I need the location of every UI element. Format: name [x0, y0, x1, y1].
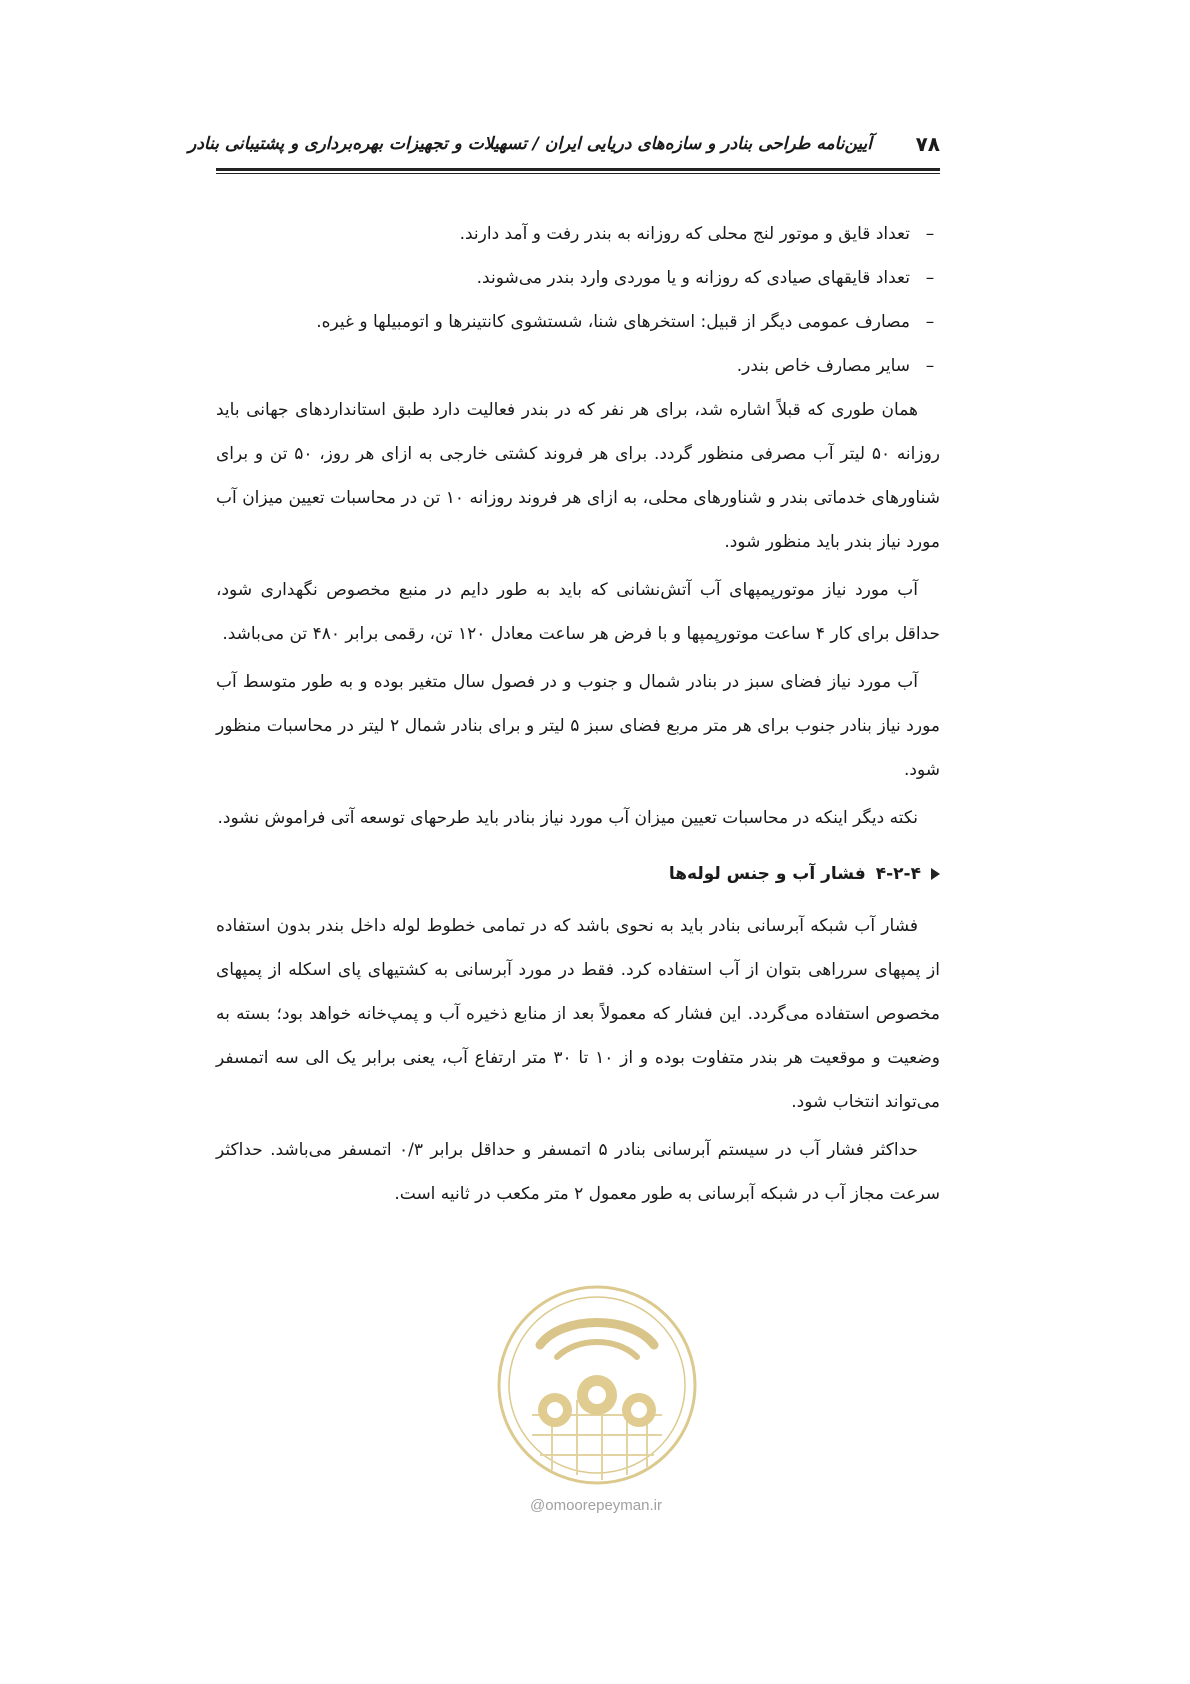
- list-item: – مصارف عمومی دیگر از قبیل: استخرهای شنا، شستشوی کانتینرها و اتومبیلها و غیره.: [216, 300, 940, 344]
- body-text: [216, 212, 940, 1216]
- seal-logo-icon: [482, 1275, 712, 1495]
- header-rule: [216, 168, 940, 174]
- section-title: فشار آب و جنس لوله‌ها: [668, 864, 866, 884]
- watermark-seal: [482, 1275, 712, 1495]
- paragraph: فشار آب شبکه آبرسانی بنادر باید به نحوی باشد که در تمامی خطوط لوله داخل بندر بدون استفاده از پمپهای سرراهی بتوان از آب استفاده کرد. فقط در مورد آبرسانی به کشتیهای پای اسکله از پمپهای مخصوص استفاده می‌گردد. این فشار که معمولاً بعد از منابع ذخیره آب و پمپ‌خانه خواهد بود؛ بسته به وضعیت و موقعیت هر بندر متفاوت بوده و از ۱۰ تا ۳۰ متر ارتفاع آب، یعنی برابر یک الی سه اتمسفر می‌تواند انتخاب شود.: [216, 916, 940, 1112]
- page-header: [188, 122, 940, 172]
- paragraph: حداکثر فشار آب در سیستم آبرسانی بنادر ۵ اتمسفر و حداقل برابر ۰/۳ اتمسفر می‌باشد. حداکثر سرعت مجاز آب در شبکه آبرسانی به طور معمول ۲ متر مکعب در ثانیه است.: [216, 1140, 940, 1204]
- bullet-list: [216, 212, 940, 388]
- page-number: ۷۸: [915, 132, 940, 156]
- dash-icon: –: [925, 312, 935, 332]
- list-item: – سایر مصارف خاص بندر.: [216, 344, 940, 388]
- triangle-bullet-icon: [931, 868, 940, 880]
- paragraph: آب مورد نیاز فضای سبز در بنادر شمال و جنوب و در فصول سال متغیر بوده و به طور متوسط آب مورد نیاز بنادر جنوب برای هر متر مربع فضای سبز ۵ لیتر و برای بنادر شمال ۲ لیتر در محاسبات منظور شود.: [216, 672, 940, 780]
- paragraph: آب مورد نیاز موتورپمپهای آب آتش‌نشانی که باید به طور دایم در منبع مخصوص نگهداری شود، حداقل برای کار ۴ ساعت موتورپمپها و با فرض هر ساعت معادل ۱۲۰ تن، رقمی برابر ۴۸۰ تن می‌باشد.: [216, 580, 940, 644]
- dash-icon: –: [925, 268, 935, 288]
- dash-icon: –: [925, 224, 935, 244]
- section-heading: [216, 852, 940, 896]
- dash-icon: –: [925, 356, 935, 376]
- watermark-url: @omoorepeyman.ir: [530, 1497, 662, 1514]
- section-number: ۴-۲-۴: [875, 864, 921, 884]
- paragraph: همان طوری که قبلاً اشاره شد، برای هر نفر که در بندر فعالیت دارد طبق استانداردهای جهانی باید روزانه ۵۰ لیتر آب مصرفی منظور گردد. برای هر فروند کشتی خارجی به ازای هر روز، ۵۰ تن و برای شناورهای خدماتی بندر و شناورهای محلی، به ازای هر فروند روزانه ۱۰ تن در محاسبات تعیین میزان آب مورد نیاز بندر باید منظور شود.: [216, 400, 941, 552]
- list-item: – تعداد قایقهای صیادی که روزانه و یا موردی وارد بندر می‌شوند.: [216, 256, 940, 300]
- paragraph: نکته دیگر اینکه در محاسبات تعیین میزان آب مورد نیاز بنادر باید طرحهای توسعه آتی فراموش نشود.: [217, 808, 918, 828]
- list-item: – تعداد قایق و موتور لنج محلی که روزانه به بندر رفت و آمد دارند.: [216, 212, 940, 256]
- running-title: آیین‌نامه طراحی بنادر و سازه‌های دریایی ایران / تسهیلات و تجهیزات بهره‌برداری و پشتیبانی بنادر: [188, 134, 872, 154]
